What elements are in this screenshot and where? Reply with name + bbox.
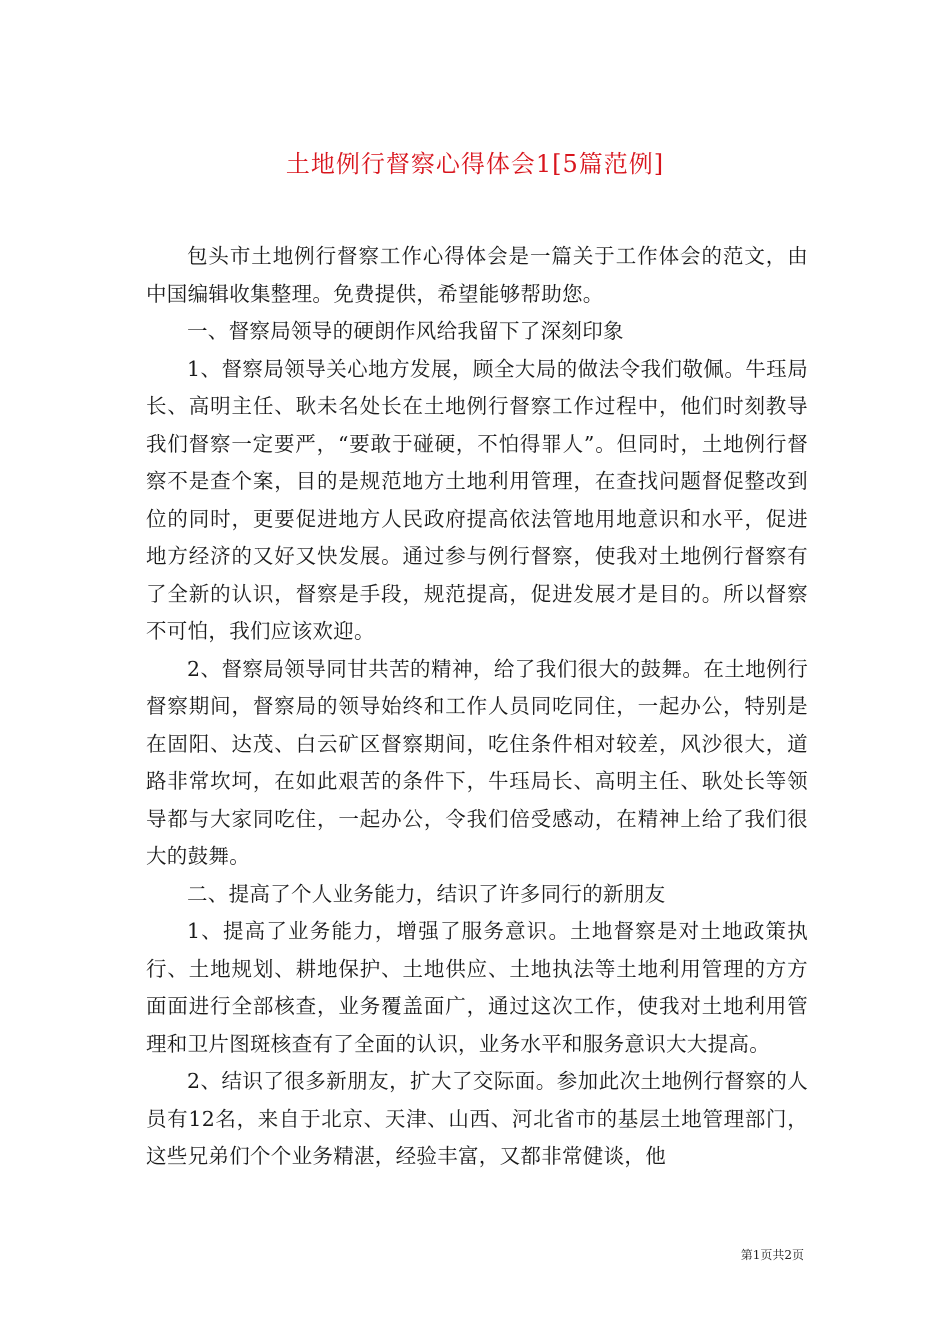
paragraph-1-2: 2、督察局领导同甘共苦的精神，给了我们很大的鼓舞。在土地例行督察期间，督察局的领导始终和工作人员同吃同住，一起办公，特别是在固阳、达茂、白云矿区督察期间，吃住条件相对较差，风沙很大，道路非常坎坷，在如此艰苦的条件下，牛珏局长、高明主任、耿处长等领导都与大家同吃住，一起办公，令我们倍受感动，在精神上给了我们很大的鼓舞。 bbox=[146, 656, 808, 868]
section-heading-1: 一、督察局领导的硬朗作风给我留下了深刻印象 bbox=[187, 319, 624, 343]
document-body bbox=[146, 238, 808, 1176]
paragraph-1-1: 1、督察局领导关心地方发展，顾全大局的做法令我们敬佩。牛珏局长、高明主任、耿未名处长在土地例行督察工作过程中，他们时刻教导我们督察一定要严，“要敢于碰硬，不怕得罪人”。但同时，土地例行督察不是查个案，目的是规范地方土地利用管理，在查找问题督促整改到位的同时，更要促进地方人民政府提高依法管地用地意识和水平，促进地方经济的又好又快发展。通过参与例行督察，使我对土地例行督察有了全新的认识，督察是手段，规范提高，促进发展才是目的。所以督察不可怕，我们应该欢迎。 bbox=[146, 356, 808, 643]
paragraph-2-1: 1、提高了业务能力，增强了服务意识。土地督察是对土地政策执行、土地规划、耕地保护、土地供应、土地执法等土地利用管理的方方面面进行全部核查，业务覆盖面广，通过这次工作，使我对土地利用管理和卫片图斑核查有了全面的认识，业务水平和服务意识大大提高。 bbox=[146, 919, 808, 1056]
paragraph-2-2: 2、结识了很多新朋友，扩大了交际面。参加此次土地例行督察的人员有12名，来自于北京、天津、山西、河北省市的基层土地管理部门，这些兄弟们个个业务精湛，经验丰富，又都非常健谈，他 bbox=[146, 1069, 808, 1168]
document-title: 土地例行督察心得体会1[5篇范例] bbox=[285, 150, 665, 179]
page-number: 第1页共2页 bbox=[740, 1248, 804, 1262]
paragraph-intro: 包头市土地例行督察工作心得体会是一篇关于工作体会的范文，由中国编辑收集整理。免费提供，希望能够帮助您。 bbox=[146, 244, 808, 306]
section-heading-2: 二、提高了个人业务能力，结识了许多同行的新朋友 bbox=[187, 881, 666, 906]
